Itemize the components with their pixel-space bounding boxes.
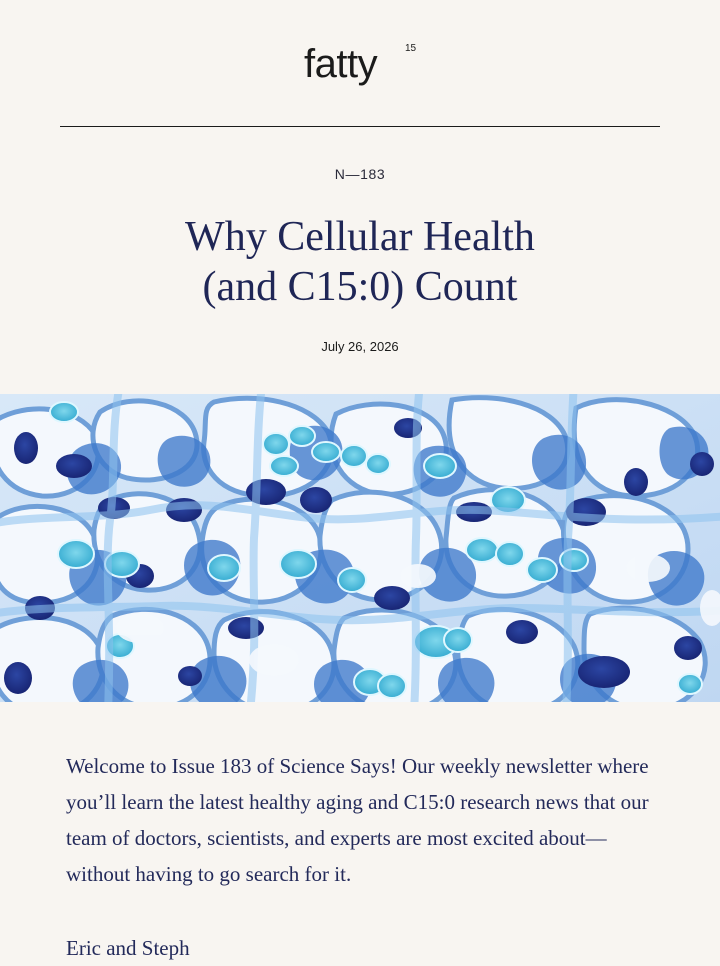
brand-logo-superscript: 15 <box>405 43 417 54</box>
intro-paragraph: Welcome to Issue 183 of Science Says! Our weekly newsletter where you’ll learn the latest healthy aging and C15:0 research news that our team of doctors, scientists, and experts are most excited about—without having to go search for it. <box>66 754 649 886</box>
article-title <box>90 212 630 312</box>
brand-logo[interactable] <box>304 40 417 88</box>
issue-label: N—183 <box>334 166 386 182</box>
brand-logo-text: fatty <box>304 42 378 86</box>
signoff: Eric and Steph <box>66 936 190 960</box>
header-divider <box>60 126 660 127</box>
article-title-line-2: (and C15:0) Count <box>202 264 518 310</box>
article-title-line-1: Why Cellular Health <box>185 214 535 260</box>
hero-image <box>0 394 720 702</box>
header <box>0 0 720 128</box>
article-date: July 26, 2026 <box>321 339 399 354</box>
microscopy-cells-image <box>0 394 720 702</box>
